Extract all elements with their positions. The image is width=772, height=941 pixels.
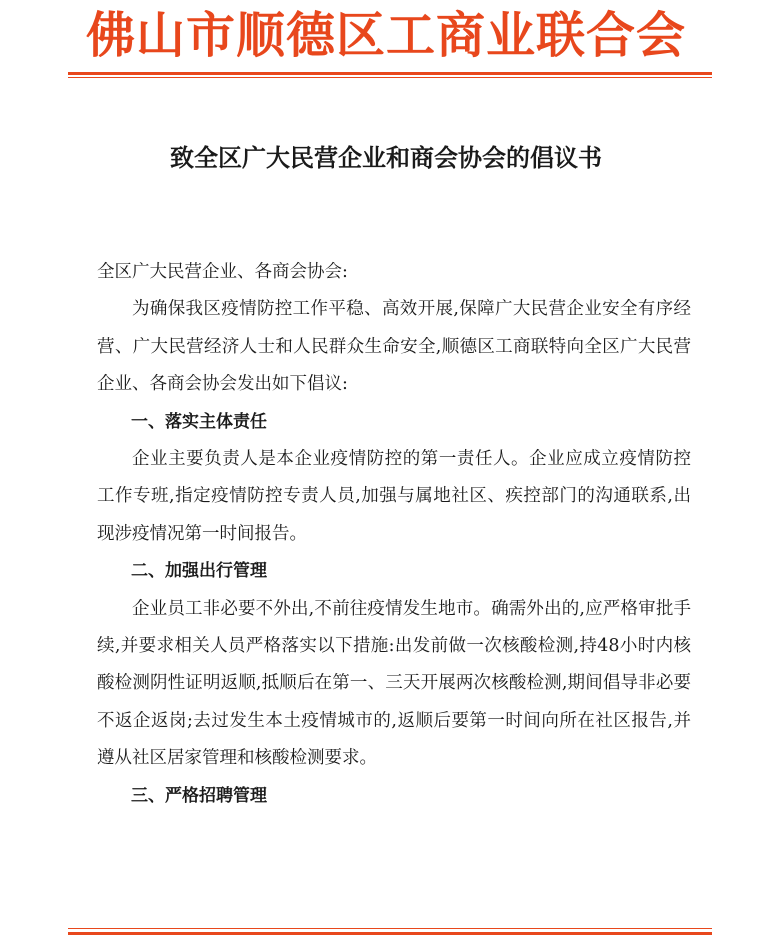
section-body: 企业主要负责人是本企业疫情防控的第一责任人。企业应成立疫情防控工作专班,指定疫情防控专责人员,加强与属地社区、疾控部门的沟通联系,出现涉疫情况第一时间报告。 xyxy=(97,449,691,544)
document-body xyxy=(97,254,691,815)
letterhead-org-name: 佛山市顺德区工商业联合会 xyxy=(85,6,686,64)
salutation: 全区广大民营企业、各商会协会: xyxy=(97,262,348,282)
section-heading: 三、严格招聘管理 xyxy=(131,785,267,806)
section-body: 企业员工非必要不外出,不前往疫情发生地市。确需外出的,应严格审批手续,并要求相关人员严格落实以下措施:出发前做一次核酸检测,持48小时内核酸检测阴性证明返顺,抵顺后在第一、三天开展两次核酸检测,期间倡导非必要不返企返岗;去过发生本土疫情城市的,返顺后要第一时间向所在社区报告,并遵从社区居家管理和核酸检测要求。 xyxy=(97,598,691,769)
document-title: 致全区广大民营企业和商会协会的倡议书 xyxy=(170,143,602,172)
footer-rule-thin xyxy=(68,928,712,929)
letterhead-rule-thick xyxy=(68,72,712,75)
section-heading: 一、落实主体责任 xyxy=(131,411,267,432)
section-heading: 二、加强出行管理 xyxy=(131,561,267,582)
intro-paragraph: 为确保我区疫情防控工作平稳、高效开展,保障广大民营企业安全有序经营、广大民营经济人士和人民群众生命安全,顺德区工商联特向全区广大民营企业、各商会协会发出如下倡议: xyxy=(97,299,691,395)
footer-rule-thick xyxy=(68,932,712,935)
letterhead-rule-thin xyxy=(68,77,712,78)
